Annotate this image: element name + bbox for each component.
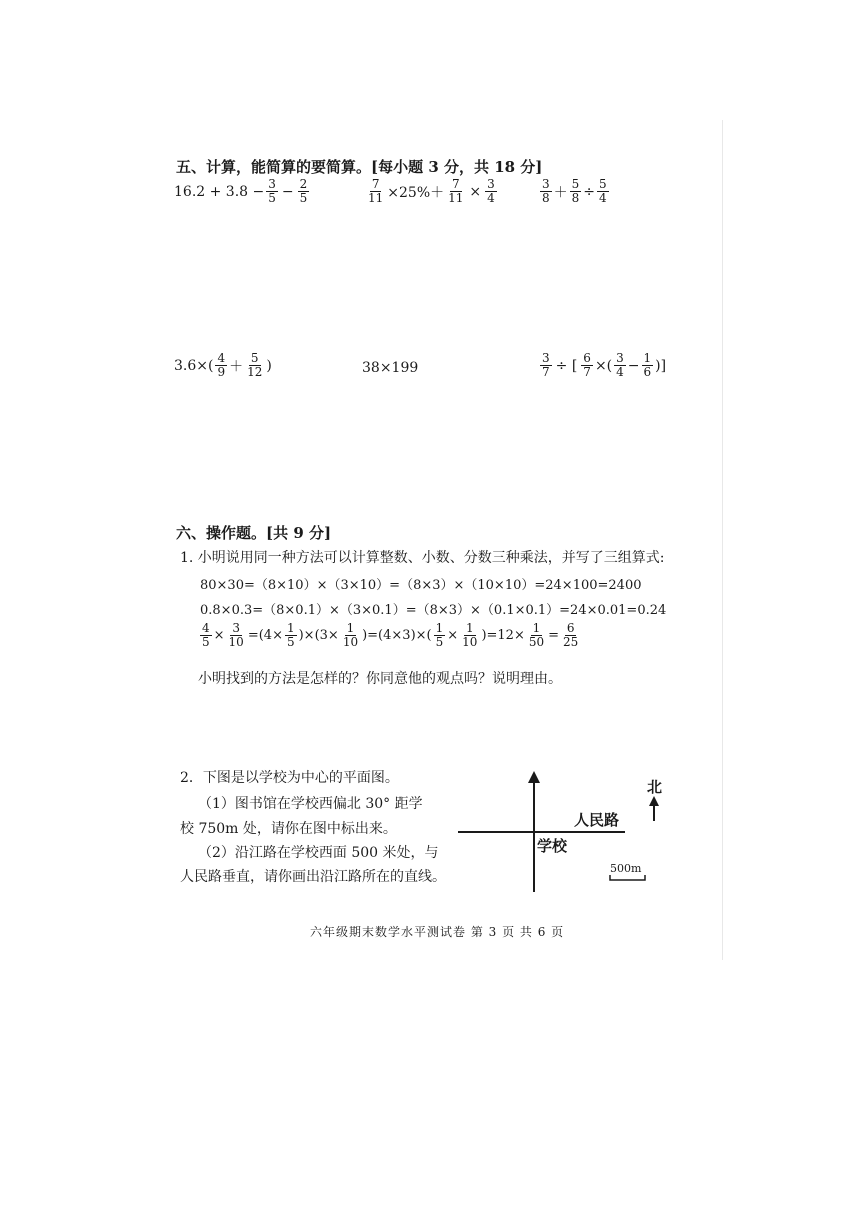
q1-line1: 80×30=（8×10）×（3×10）=（8×3）×（10×10）=24×100=2400 xyxy=(200,578,642,593)
p1-term: 16.2 + 3.8 − xyxy=(174,183,265,200)
fraction: $\frac{5}{8}$ xyxy=(571,177,580,205)
fraction: $\frac{3}{7}$ xyxy=(542,351,550,379)
scale-label: 500m xyxy=(610,862,642,875)
operator: =(4× xyxy=(247,628,283,643)
fraction: $\frac{1}{10}$ xyxy=(342,621,359,649)
problem-4 xyxy=(174,352,272,379)
north-arrow-icon xyxy=(649,796,659,806)
problem-1 xyxy=(174,178,311,205)
fraction: $\frac{1}{5}$ xyxy=(286,621,295,649)
operator: ＋ xyxy=(553,184,568,201)
problem-3 xyxy=(538,178,611,205)
fraction: $\frac{1}{5}$ xyxy=(435,621,444,649)
section5-heading: 五、计算，能简算的要简算。[每小题 3 分，共 18 分] xyxy=(176,158,543,176)
operator: )×(3× xyxy=(298,628,339,643)
fraction: $\frac{3}{4}$ xyxy=(616,351,624,379)
fraction: $\frac{5}{12}$ xyxy=(247,351,263,379)
q2-line3: 校 750m 处，请你在图中标出来。 xyxy=(180,821,397,837)
operator: − xyxy=(627,357,640,374)
q2-line1: 2．下图是以学校为中心的平面图。 xyxy=(180,770,399,786)
fraction: $\frac{3}{10}$ xyxy=(228,621,244,649)
fraction: $\frac{4}{5}$ xyxy=(202,621,210,649)
operator: )=(4×3)×( xyxy=(362,628,432,643)
operator: )=12× xyxy=(481,628,525,643)
operator: ×25%＋ xyxy=(387,184,445,201)
fraction: $\frac{3}{8}$ xyxy=(542,177,550,205)
problem-5: 38×199 xyxy=(362,360,419,376)
operator: ÷ [ xyxy=(555,357,578,374)
operator: ×( xyxy=(594,357,613,374)
q1-text: 1. 小明说用同一种方法可以计算整数、小数、分数三种乘法，并写了三组算式: xyxy=(180,550,665,566)
fraction: $\frac{3}{5}$ xyxy=(268,177,276,205)
north-label: 北 xyxy=(647,778,663,796)
fraction: $\frac{7}{11}$ xyxy=(368,177,384,205)
fraction: $\frac{4}{9}$ xyxy=(217,351,226,379)
q1-line2: 0.8×0.3=（8×0.1）×（3×0.1）=（8×3）×（0.1×0.1）=24×0.01=0.24 xyxy=(200,603,667,618)
fraction: $\frac{7}{11}$ xyxy=(448,177,464,205)
operator: ＋ xyxy=(229,358,244,375)
fraction: $\frac{6}{7}$ xyxy=(583,351,591,379)
scan-edge xyxy=(722,120,723,960)
operator: ÷ xyxy=(583,183,596,200)
school-map xyxy=(450,765,670,900)
paren: )] xyxy=(655,357,667,374)
section6-heading: 六、操作题。[共 9 分] xyxy=(176,524,332,542)
q2-line5: 人民路垂直，请你画出沿江路所在的直线。 xyxy=(180,869,446,885)
operator: − xyxy=(281,183,294,200)
fraction: $\frac{1}{10}$ xyxy=(462,621,478,649)
renmin-road-label: 人民路 xyxy=(574,811,620,829)
scale-bar xyxy=(610,875,645,880)
operator: × xyxy=(469,183,482,200)
problem-6 xyxy=(538,352,666,379)
q2-line4: （2）沿江路在学校西面 500 米处，与 xyxy=(198,845,439,861)
q2-line2: （1）图书馆在学校西偏北 30° 距学 xyxy=(198,796,423,812)
fraction: $\frac{2}{5}$ xyxy=(299,177,308,205)
problem-2 xyxy=(364,178,499,205)
operator: = xyxy=(548,628,560,643)
operator: × xyxy=(447,628,459,643)
paren: ) xyxy=(266,357,272,374)
fraction: $\frac{3}{4}$ xyxy=(487,177,495,205)
fraction: $\frac{5}{4}$ xyxy=(599,177,607,205)
q1-line3 xyxy=(198,622,582,649)
p4-term: 3.6×( xyxy=(174,357,214,374)
school-label: 学校 xyxy=(537,837,568,855)
fraction: $\frac{1}{50}$ xyxy=(528,621,545,649)
fraction: $\frac{1}{6}$ xyxy=(643,351,652,379)
fraction: $\frac{6}{25}$ xyxy=(563,621,579,649)
page-footer: 六年级期末数学水平测试卷 第 3 页 共 6 页 xyxy=(310,925,565,939)
operator: × xyxy=(213,628,225,643)
arrow-up-icon xyxy=(528,771,540,783)
q1-question: 小明找到的方法是怎样的？你同意他的观点吗？说明理由。 xyxy=(198,671,562,687)
